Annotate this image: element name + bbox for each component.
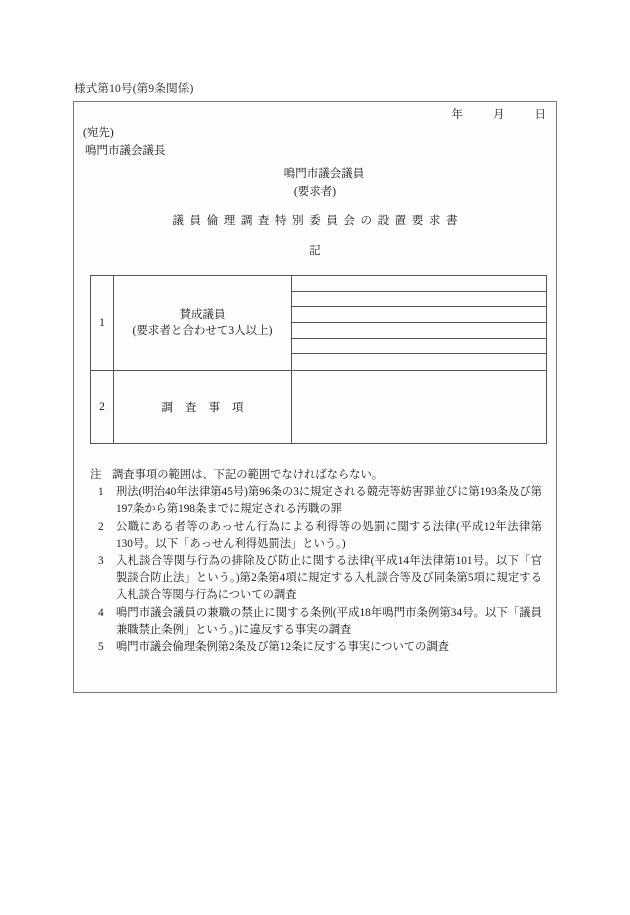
note-number: 1 [98,486,104,499]
year-label: 年 [451,109,463,121]
notes-list [90,484,542,656]
supporter-line[interactable] [292,354,546,370]
row-label [114,371,292,444]
addressee-prefix: (宛先) [83,127,114,139]
date-line [452,106,547,122]
note-number: 5 [98,641,104,654]
supporter-line[interactable] [292,276,546,292]
requester-block [74,165,556,201]
investigation-entry-cell[interactable] [292,371,547,444]
supporter-line[interactable] [292,307,546,323]
note-text: 公職にある者等のあっせん行為による利得等の処罰に関する法律(平成12年法律第130号。以下「あっせん利得処罰法」という。) [116,520,542,550]
list-item [90,553,542,605]
note-number: 3 [98,555,104,568]
row-label-line1: 賛成議員 [179,309,226,321]
note-text: 鳴門市議会議員の兼職の禁止に関する条例(平成18年鳴門市条例第34号。以下「議員兼職禁止条例」という。)に違反する事実の調査 [116,606,542,636]
row-number: 1 [91,276,114,371]
note-number: 4 [98,606,104,619]
list-item [90,605,542,639]
row-label-line1: 調査事項 [161,402,256,414]
notes-marker: 注 [90,469,102,481]
note-text: 刑法(明治40年法律第45号)第96条の3に規定される競売等妨害罪並びに第193条及び第197条から第198条までに規定される汚職の罪 [116,486,542,516]
notes-heading-text: 調査事項の範囲は、下記の範囲でなければならない。 [112,469,384,481]
supporters-entry-cell[interactable] [292,276,547,371]
supporter-line[interactable] [292,339,546,355]
requester-role: (要求者) [293,186,337,198]
row-label-line2: (要求者と合わせて3人以上) [132,325,273,337]
ki-marker: 記 [309,245,321,257]
form-number: 様式第10号(第9条関係) [74,83,194,95]
list-item [90,484,542,518]
note-number: 2 [98,520,104,533]
notes-section [90,467,542,656]
note-text: 鳴門市議会倫理条例第2条及び第12条に反する事実についての調査 [116,641,450,654]
supporter-line[interactable] [292,323,546,339]
table-row [91,371,547,444]
supporter-line[interactable] [292,292,546,308]
list-item [90,639,542,656]
document-title: 議員倫理調査特別委員会の設置要求書 [172,215,464,227]
requester-name: 鳴門市議会議員 [283,168,365,180]
row-label [114,276,292,371]
addressee-recipient: 鳴門市議会議長 [85,145,166,157]
notes-heading-line [90,467,542,484]
month-label: 月 [493,109,505,121]
day-label: 日 [534,109,546,121]
addressee-block [83,124,166,160]
table-row [91,276,547,371]
list-item [90,519,542,553]
requirement-table [90,275,547,444]
row-number: 2 [91,371,114,444]
document-frame [73,101,557,693]
note-text: 入札談合等関与行為の排除及び防止に関する法律(平成14年法律第101号。以下「官製談合防止法」という。)第2条第4項に規定する入札談合等及び同条第5項に規定する入札談合等関与行為についての調査 [116,555,542,602]
